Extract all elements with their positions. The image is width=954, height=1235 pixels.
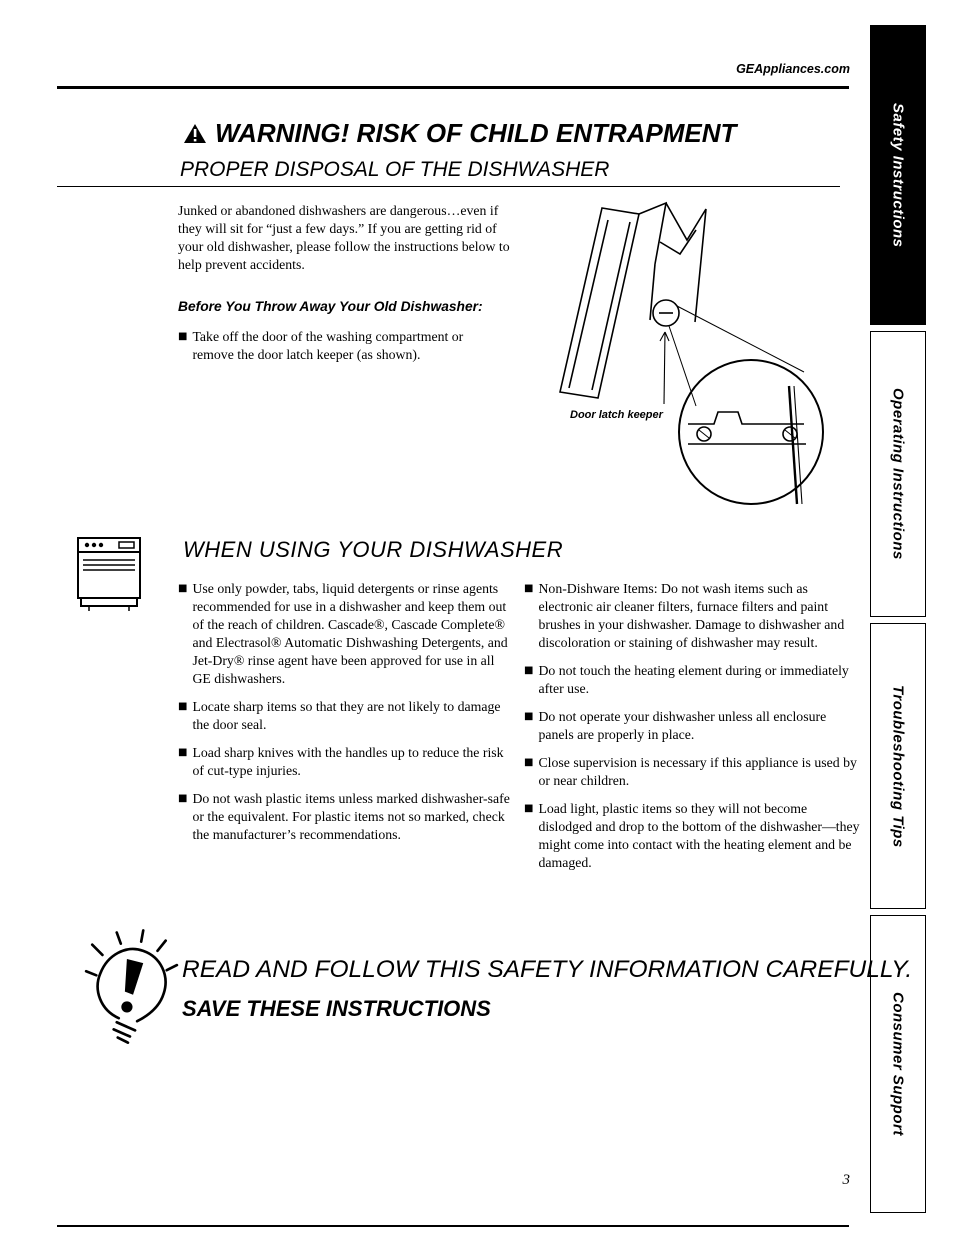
bullet-text: Locate sharp items so that they are not likely to damage the door seal. bbox=[192, 699, 501, 732]
top-rule bbox=[57, 86, 849, 89]
heading-rule bbox=[57, 186, 840, 187]
bullet-square-icon: ■ bbox=[524, 583, 534, 594]
tab-safety-instructions bbox=[870, 25, 926, 325]
bullet-square-icon: ■ bbox=[524, 803, 534, 814]
page-number: 3 bbox=[842, 1172, 850, 1188]
tab-label: Consumer Support bbox=[889, 992, 907, 1136]
bullet-text: Close supervision is necessary if this appliance is used by or near children. bbox=[538, 755, 857, 788]
tab-operating-instructions bbox=[870, 331, 926, 617]
door-latch-illustration bbox=[538, 200, 838, 510]
save-instructions-line: SAVE THESE INSTRUCTIONS bbox=[182, 996, 491, 1021]
website-url: GEAppliances.com bbox=[736, 62, 850, 76]
bullet-square-icon: ■ bbox=[178, 747, 188, 758]
bullet-square-icon: ■ bbox=[524, 757, 534, 768]
bullet-item bbox=[524, 580, 860, 652]
tab-troubleshooting-tips bbox=[870, 623, 926, 909]
bullet-item bbox=[178, 744, 510, 780]
bullet-item bbox=[524, 662, 860, 698]
read-follow-line: READ AND FOLLOW THIS SAFETY INFORMATION CAREFULLY. bbox=[182, 956, 913, 983]
bullet-text: Use only powder, tabs, liquid detergents or rinse agents recommended for use in a dishwasher and keep them out of the reach of children. Cascade®, Cascade Complete® and Electrasol® Automatic Dishwashing Detergents, and Jet-Dry® rinse agent have been approved for use in all GE dishwashers. bbox=[192, 581, 508, 686]
bullet-text: Take off the door of the washing compartment or remove the door latch keeper (as shown). bbox=[192, 329, 464, 362]
using-bullets-right bbox=[524, 580, 860, 882]
tab-label: Troubleshooting Tips bbox=[889, 684, 907, 848]
bullet-item bbox=[178, 580, 510, 688]
bullet-item bbox=[524, 800, 860, 872]
bullet-square-icon: ■ bbox=[524, 665, 534, 676]
disposal-bullet-list bbox=[178, 328, 483, 374]
tab-label: Safety Instructions bbox=[889, 102, 907, 248]
when-using-title: WHEN USING YOUR DISHWASHER bbox=[183, 537, 564, 562]
lightbulb-icon bbox=[80, 926, 182, 1044]
bullet-item bbox=[524, 708, 860, 744]
figure-caption: Door latch keeper bbox=[570, 409, 663, 421]
warning-title: WARNING! RISK OF CHILD ENTRAPMENT bbox=[215, 118, 737, 148]
tab-label: Operating Instructions bbox=[889, 388, 907, 560]
bullet-square-icon: ■ bbox=[178, 331, 188, 342]
bullet-item bbox=[178, 328, 483, 364]
bottom-rule bbox=[57, 1225, 849, 1227]
dishwasher-icon bbox=[74, 532, 146, 612]
bullet-square-icon: ■ bbox=[178, 793, 188, 804]
bullet-text: Do not touch the heating element during or immediately after use. bbox=[538, 663, 849, 696]
bullet-text: Load sharp knives with the handles up to reduce the risk of cut-type injuries. bbox=[192, 745, 504, 778]
bullet-square-icon: ■ bbox=[178, 701, 188, 712]
bullet-text: Do not wash plastic items unless marked dishwasher-safe or the equivalent. For plastic items not so marked, check the manufacturer’s recommendations. bbox=[192, 791, 510, 842]
warning-subtitle: PROPER DISPOSAL OF THE DISHWASHER bbox=[180, 158, 610, 181]
bullet-item bbox=[178, 790, 510, 844]
bullet-text: Load light, plastic items so they will not become dislodged and drop to the bottom of the dishwasher—they might come into contact with the heating element and be damaged. bbox=[538, 801, 860, 870]
bullet-text: Do not operate your dishwasher unless all enclosure panels are properly in place. bbox=[538, 709, 827, 742]
before-throw-away-heading: Before You Throw Away Your Old Dishwasher: bbox=[178, 299, 483, 314]
bullet-text: Non-Dishware Items: Do not wash items such as electronic air cleaner filters, furnace filters and paint brushes in your dishwasher. Damage to dishwasher and discoloration or staining of dishwasher may result. bbox=[538, 581, 845, 650]
warning-triangle-icon bbox=[183, 123, 207, 144]
bullet-item bbox=[524, 754, 860, 790]
using-bullets-left bbox=[178, 580, 510, 854]
bullet-item bbox=[178, 698, 510, 734]
intro-paragraph: Junked or abandoned dishwashers are dangerous…even if they will sit for “just a few days.” If you are getting rid of your old dishwasher, please follow the instructions below to help prevent accidents. bbox=[178, 203, 510, 272]
bullet-square-icon: ■ bbox=[524, 711, 534, 722]
bullet-square-icon: ■ bbox=[178, 583, 188, 594]
